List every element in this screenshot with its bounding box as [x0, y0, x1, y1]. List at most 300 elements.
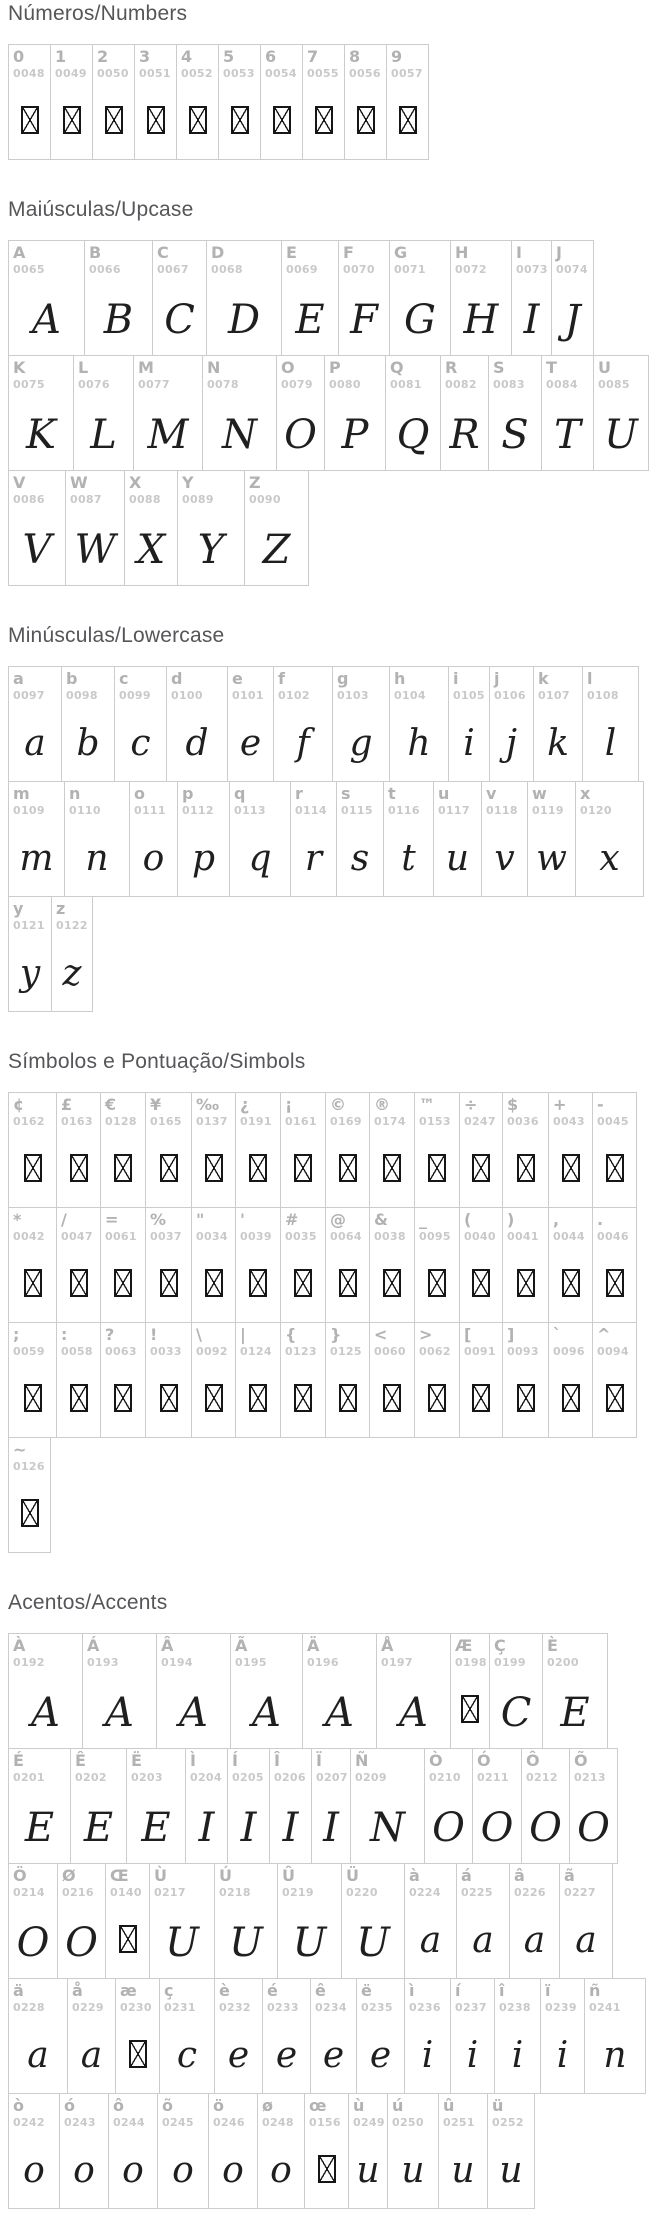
missing-glyph-box: [472, 1269, 490, 1297]
cell-header: [349, 2094, 387, 2131]
glyph-preview: c: [130, 723, 151, 764]
char-cell-0207: [311, 1748, 351, 1864]
unicode-code: 0088: [129, 492, 161, 506]
missing-glyph-box: [160, 1154, 178, 1182]
unicode-code: 0226: [514, 1885, 546, 1899]
character-label: p: [182, 784, 194, 803]
unicode-code: 0112: [182, 803, 214, 817]
cell-header: [583, 667, 638, 704]
character-label: ç: [164, 1981, 174, 2000]
unicode-code: 0063: [105, 1344, 137, 1358]
character-label: n: [69, 784, 81, 803]
cell-header: [549, 1093, 592, 1130]
character-label: ]: [507, 1325, 515, 1344]
glyph-preview: U: [604, 412, 638, 458]
char-cell-0084: [541, 355, 594, 471]
cell-header: [115, 667, 166, 704]
glyph-preview: T: [554, 412, 581, 458]
missing-glyph-box: [119, 1925, 137, 1953]
unicode-code: 0059: [13, 1344, 45, 1358]
unicode-code: 0098: [66, 688, 98, 702]
character-label: Ó: [477, 1751, 491, 1770]
cell-header: [158, 2094, 208, 2131]
character-label: %: [150, 1210, 167, 1229]
character-label: E: [286, 243, 297, 262]
unicode-code: 0050: [97, 66, 129, 80]
cell-header: [52, 897, 92, 934]
character-label: î: [499, 1981, 505, 2000]
glyph-preview: U: [165, 1920, 199, 1966]
char-cell-0105: [448, 666, 490, 782]
char-cell-0121: [8, 896, 52, 1012]
unicode-code: 0202: [75, 1770, 107, 1784]
cell-header: [490, 1634, 542, 1671]
unicode-code: 0065: [13, 262, 45, 276]
unicode-code: 0220: [346, 1885, 378, 1899]
char-cell-0126: [8, 1437, 51, 1553]
char-cell-0236: [404, 1978, 451, 2094]
cell-header: [277, 356, 324, 393]
unicode-code: 0213: [574, 1770, 606, 1784]
glyph-preview: u: [401, 2150, 425, 2191]
cell-header: [9, 1438, 50, 1475]
missing-glyph-box: [383, 1384, 401, 1412]
missing-glyph-box: [24, 1269, 42, 1297]
cell-header: [488, 2094, 534, 2131]
char-cell-0089: [177, 470, 245, 586]
cell-header: [291, 782, 336, 819]
character-label: #: [285, 1210, 299, 1229]
section-heading-numbers: Números/Numbers: [8, 2, 188, 25]
unicode-code: 0082: [445, 377, 477, 391]
char-cell-0109: [8, 781, 65, 897]
character-label: e: [232, 669, 243, 688]
glyph-preview: L: [90, 412, 117, 458]
unicode-code: 0079: [281, 377, 313, 391]
character-label: å: [72, 1981, 83, 2000]
char-cell-0087: [65, 470, 125, 586]
unicode-code: 0115: [341, 803, 373, 817]
character-label: X: [129, 473, 142, 492]
section-heading-lowercase: Minúsculas/Lowercase: [8, 624, 225, 647]
unicode-code: 0107: [538, 688, 570, 702]
unicode-code: 0096: [553, 1344, 585, 1358]
unicode-code: 0224: [409, 1885, 441, 1899]
glyph-preview: M: [147, 412, 189, 458]
char-cell-0103: [332, 666, 390, 782]
char-cell-0241: [584, 1978, 646, 2094]
char-cell-0065: [8, 240, 85, 356]
glyph-preview: C: [500, 1690, 532, 1736]
character-label: ^: [597, 1325, 611, 1344]
char-cell-0211: [472, 1748, 522, 1864]
char-cell-0100: [166, 666, 228, 782]
char-cell-0072: [450, 240, 512, 356]
character-label: Z: [249, 473, 261, 492]
cell-header: [528, 782, 575, 819]
character-label: Ì: [190, 1751, 196, 1770]
char-cell-0108: [582, 666, 639, 782]
character-label: 1: [55, 47, 67, 66]
char-cell-0137: [191, 1092, 236, 1208]
character-label: Y: [182, 473, 194, 492]
char-cell-0115: [336, 781, 384, 897]
unicode-code: 0095: [419, 1229, 451, 1243]
unicode-code: 0111: [134, 803, 166, 817]
char-cell-0219: [277, 1863, 342, 1979]
cell-header: [490, 667, 533, 704]
cell-header: [9, 1323, 56, 1360]
unicode-code: 0156: [309, 2115, 341, 2129]
unicode-code: 0204: [190, 1770, 222, 1784]
char-cell-0098: [61, 666, 115, 782]
missing-glyph-box: [294, 1269, 312, 1297]
unicode-code: 0042: [13, 1229, 45, 1243]
char-cell-0067: [152, 240, 207, 356]
cell-header: [101, 1093, 145, 1130]
unicode-code: 0242: [13, 2115, 45, 2129]
glyph-preview: s: [350, 838, 370, 879]
character-label: [: [464, 1325, 472, 1344]
missing-glyph-box: [562, 1269, 580, 1297]
character-label: Í: [232, 1751, 238, 1770]
character-label: É: [13, 1751, 24, 1770]
unicode-code: 0097: [13, 688, 45, 702]
char-row: [8, 470, 661, 586]
unicode-code: 0201: [13, 1770, 45, 1784]
char-cell-0093: [502, 1322, 549, 1438]
character-label: ï: [545, 1981, 551, 2000]
character-label: 9: [391, 47, 403, 66]
unicode-code: 0194: [161, 1655, 193, 1669]
glyph-preview: p: [191, 838, 216, 879]
missing-glyph-box: [472, 1384, 490, 1412]
character-label: Á: [87, 1636, 100, 1655]
char-cell-0090: [244, 470, 309, 586]
missing-glyph-box: [339, 1269, 357, 1297]
char-cell-0082: [440, 355, 489, 471]
char-cell-0206: [269, 1748, 312, 1864]
char-cell-0174: [369, 1092, 415, 1208]
unicode-code: 0073: [516, 262, 548, 276]
cell-header: [281, 1208, 325, 1245]
character-label: =: [105, 1210, 119, 1229]
unicode-code: 0037: [150, 1229, 182, 1243]
glyph-preview: r: [304, 838, 323, 879]
character-label: l: [587, 669, 593, 688]
unicode-code: 0206: [274, 1770, 306, 1784]
char-grid-accents: [8, 1633, 661, 2209]
character-label: >: [419, 1325, 433, 1344]
glyph-preview: o: [172, 2150, 194, 2191]
glyph-preview: O: [577, 1805, 610, 1851]
character-label: 8: [349, 47, 361, 66]
cell-header: [370, 1323, 414, 1360]
character-label: w: [532, 784, 547, 803]
cell-header: [576, 782, 643, 819]
unicode-code: 0057: [391, 66, 423, 80]
char-cell-0102: [273, 666, 333, 782]
glyph-preview: P: [341, 412, 369, 458]
character-label: F: [343, 243, 354, 262]
missing-glyph-box: [205, 1269, 223, 1297]
glyph-preview: J: [564, 297, 581, 343]
cell-header: [230, 782, 290, 819]
glyph-preview: y: [19, 953, 41, 994]
char-cell-0214: [8, 1863, 58, 1979]
character-label: Û: [282, 1866, 295, 1885]
cell-header: [415, 1093, 459, 1130]
cell-header: [9, 1093, 56, 1130]
character-label: x: [580, 784, 591, 803]
cell-header: [153, 241, 206, 278]
glyph-preview: u: [451, 2150, 475, 2191]
glyph-preview: q: [248, 838, 272, 879]
character-label: ë: [361, 1981, 372, 2000]
character-label: H: [455, 243, 469, 262]
char-cell-0140: [105, 1863, 150, 1979]
char-cell-0113: [229, 781, 291, 897]
glyph-preview: z: [62, 953, 82, 994]
glyph-preview: c: [176, 2035, 198, 2076]
cell-header: [116, 1979, 159, 2016]
cell-header: [101, 1208, 145, 1245]
unicode-code: 0086: [13, 492, 45, 506]
unicode-code: 0193: [87, 1655, 119, 1669]
unicode-code: 0169: [330, 1114, 362, 1128]
char-row: [8, 781, 661, 897]
cell-header: [167, 667, 227, 704]
cell-header: [593, 1208, 636, 1245]
cell-header: [9, 2094, 59, 2131]
char-cell-0073: [511, 240, 552, 356]
cell-header: [228, 667, 273, 704]
char-cell-0237: [450, 1978, 495, 2094]
char-cell-0218: [214, 1863, 278, 1979]
unicode-code: 0077: [138, 377, 170, 391]
character-label: ø: [262, 2096, 273, 2115]
cell-header: [460, 1093, 502, 1130]
character-label: ~: [13, 1440, 27, 1459]
char-cell-0201: [8, 1748, 71, 1864]
cell-header: [345, 45, 386, 82]
character-label: Ï: [316, 1751, 322, 1770]
unicode-code: 0105: [453, 688, 485, 702]
cell-header: [303, 1634, 376, 1671]
unicode-code: 0118: [486, 803, 518, 817]
char-cell-0046: [592, 1207, 637, 1323]
cell-header: [236, 1323, 280, 1360]
character-label: V: [13, 473, 26, 492]
character-label: |: [240, 1325, 246, 1344]
char-cell-0247: [459, 1092, 503, 1208]
char-cell-0036: [502, 1092, 549, 1208]
char-cell-0055: [302, 44, 345, 160]
char-cell-0242: [8, 2093, 60, 2209]
char-cell-0112: [177, 781, 230, 897]
char-cell-0244: [108, 2093, 158, 2209]
character-label: ã: [564, 1866, 575, 1885]
cell-header: [594, 356, 648, 393]
character-label: v: [486, 784, 497, 803]
character-label: P: [329, 358, 341, 377]
char-cell-0062: [414, 1322, 460, 1438]
unicode-code: 0110: [69, 803, 101, 817]
char-cell-0200: [542, 1633, 608, 1749]
glyph-preview: Z: [262, 527, 291, 573]
character-label: ù: [353, 2096, 365, 2115]
unicode-code: 0091: [464, 1344, 496, 1358]
cell-header: [503, 1093, 548, 1130]
char-cell-0054: [260, 44, 303, 160]
cell-header: [460, 1208, 502, 1245]
missing-glyph-box: [160, 1269, 178, 1297]
glyph-preview: I: [240, 1805, 257, 1851]
glyph-preview: e: [322, 2035, 345, 2076]
missing-glyph-box: [428, 1384, 446, 1412]
character-label: r: [295, 784, 303, 803]
char-cell-0071: [389, 240, 451, 356]
character-label: é: [267, 1981, 278, 2000]
cell-header: [68, 1979, 115, 2016]
cell-header: [106, 1864, 149, 1901]
char-cell-0251: [438, 2093, 488, 2209]
missing-glyph-box: [70, 1154, 88, 1182]
character-label: T: [546, 358, 557, 377]
missing-glyph-box: [606, 1154, 624, 1182]
glyph-preview: B: [103, 297, 134, 343]
char-cell-0077: [133, 355, 203, 471]
char-row: [8, 44, 661, 160]
character-label: c: [119, 669, 129, 688]
cell-header: [593, 1323, 636, 1360]
glyph-preview: a: [523, 1920, 546, 1961]
cell-header: [415, 1323, 459, 1360]
char-cell-0088: [124, 470, 178, 586]
character-label: Ù: [154, 1866, 167, 1885]
char-cell-0191: [235, 1092, 281, 1208]
unicode-code: 0174: [374, 1114, 406, 1128]
glyph-preview: A: [179, 1690, 208, 1736]
character-label: i: [453, 669, 459, 688]
cell-header: [9, 45, 50, 82]
glyph-preview: i: [556, 2035, 569, 2076]
cell-header: [209, 2094, 257, 2131]
cell-header: [192, 1093, 235, 1130]
cell-header: [9, 241, 84, 278]
cell-header: [85, 241, 152, 278]
unicode-code: 0102: [278, 688, 310, 702]
glyph-preview: e: [275, 2035, 298, 2076]
character-label: <: [374, 1325, 388, 1344]
missing-glyph-box: [249, 1269, 267, 1297]
glyph-preview: a: [27, 2035, 49, 2076]
character-label: Ä: [307, 1636, 320, 1655]
char-row: [8, 1437, 661, 1553]
character-label: }: [330, 1325, 342, 1344]
glyph-preview: i: [466, 2035, 479, 2076]
char-cell-0097: [8, 666, 62, 782]
missing-glyph-box: [428, 1154, 446, 1182]
unicode-code: 0039: [240, 1229, 272, 1243]
character-label: +: [553, 1095, 567, 1114]
char-cell-0107: [533, 666, 583, 782]
char-cell-0081: [385, 355, 441, 471]
glyph-preview: n: [603, 2035, 627, 2076]
glyph-preview: a: [575, 1920, 597, 1961]
character-label: ®: [374, 1095, 390, 1114]
glyph-preview: O: [529, 1805, 562, 1851]
character-label: ": [196, 1210, 205, 1229]
char-cell-0095: [414, 1207, 460, 1323]
char-cell-0161: [280, 1092, 326, 1208]
character-label: ó: [64, 2096, 75, 2115]
char-cell-0248: [257, 2093, 305, 2209]
character-label: M: [138, 358, 154, 377]
char-cell-0038: [369, 1207, 415, 1323]
char-cell-0205: [227, 1748, 270, 1864]
unicode-code: 0125: [330, 1344, 362, 1358]
cell-header: [415, 1208, 459, 1245]
cell-header: [60, 2094, 108, 2131]
char-cell-0203: [126, 1748, 186, 1864]
unicode-code: 0114: [295, 803, 327, 817]
cell-header: [449, 667, 489, 704]
char-cell-0092: [191, 1322, 236, 1438]
cell-header: [457, 1864, 509, 1901]
unicode-code: 0225: [461, 1885, 493, 1899]
unicode-code: 0241: [589, 2000, 621, 2014]
unicode-code: 0216: [62, 1885, 94, 1899]
cell-header: [451, 241, 511, 278]
unicode-code: 0101: [232, 688, 264, 702]
cell-header: [57, 1323, 100, 1360]
char-grid-lowercase: [8, 666, 661, 1012]
unicode-code: 0104: [394, 688, 426, 702]
missing-glyph-box: [399, 106, 417, 134]
cell-header: [236, 1208, 280, 1245]
character-label: ': [240, 1210, 245, 1229]
cell-header: [231, 1634, 302, 1671]
character-label: _: [419, 1210, 427, 1229]
missing-glyph-box: [339, 1154, 357, 1182]
cell-header: [281, 1323, 325, 1360]
missing-glyph-box: [249, 1384, 267, 1412]
char-row: [8, 666, 661, 782]
cell-header: [228, 1749, 269, 1786]
unicode-code: 0207: [316, 1770, 348, 1784]
cell-header: [357, 1979, 404, 2016]
missing-glyph-box: [562, 1384, 580, 1412]
unicode-code: 0041: [507, 1229, 539, 1243]
cell-header: [9, 1864, 57, 1901]
char-cell-0194: [156, 1633, 231, 1749]
character-label: ü: [492, 2096, 504, 2115]
character-label: 3: [139, 47, 151, 66]
character-label: £: [61, 1095, 73, 1114]
char-cell-0106: [489, 666, 534, 782]
cell-header: [127, 1749, 185, 1786]
char-cell-0070: [338, 240, 390, 356]
unicode-code: 0036: [507, 1114, 539, 1128]
cell-header: [405, 1864, 456, 1901]
glyph-preview: t: [401, 838, 416, 879]
unicode-code: 0083: [493, 377, 525, 391]
section-heading-accents: Acentos/Accents: [8, 1591, 168, 1614]
unicode-code: 0197: [381, 1655, 413, 1669]
cell-header: [390, 667, 448, 704]
unicode-code: 0250: [392, 2115, 424, 2129]
